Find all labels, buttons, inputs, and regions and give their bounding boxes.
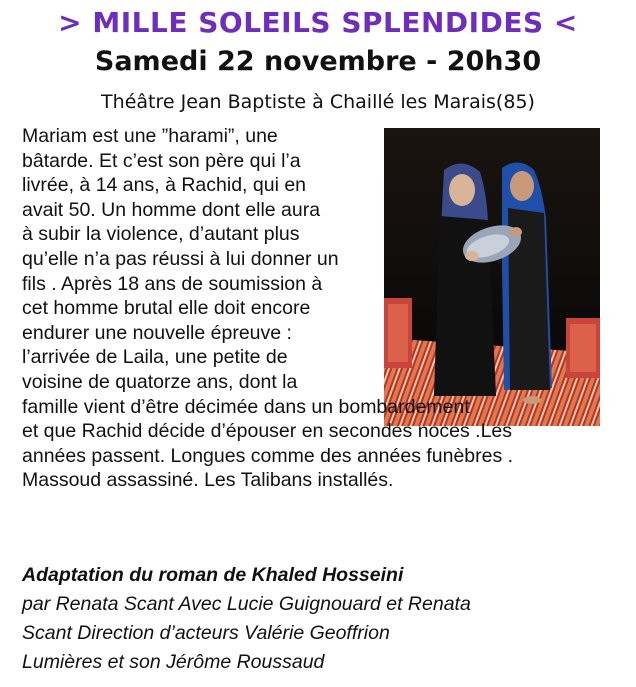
synopsis-line: bâtarde. Et c’est son père qui l’a bbox=[22, 149, 301, 172]
show-date: Samedi 22 novembre - 20h30 bbox=[94, 46, 542, 77]
synopsis-line: endurer une nouvelle épreuve : bbox=[22, 321, 292, 344]
synopsis-line: fils . Après 18 ans de soumission à bbox=[22, 272, 323, 295]
synopsis-line: l’arrivée de Laila, une petite de bbox=[22, 346, 288, 369]
synopsis-line: qu’elle n’a pas réussi à lui donner un bbox=[22, 247, 339, 270]
show-venue: Théâtre Jean Baptiste à Chaillé les Marais(85) bbox=[101, 91, 535, 113]
credits-line: Lumières et son Jérôme Roussaud bbox=[22, 651, 325, 673]
synopsis-line: voisine de quatorze ans, dont la bbox=[22, 370, 298, 393]
synopsis-line: et que Rachid décide d’épouser en secondes noces .Les bbox=[22, 420, 513, 443]
credits bbox=[22, 561, 471, 677]
synopsis-line: livrée, à 14 ans, à Rachid, qui en bbox=[22, 174, 307, 197]
synopsis-line: à subir la violence, d’autant plus bbox=[22, 223, 300, 246]
synopsis bbox=[22, 124, 513, 493]
credits-adaptation: Adaptation du roman de Khaled Hosseini bbox=[22, 564, 404, 586]
synopsis-line: années passent. Longues comme des années funèbres . bbox=[22, 444, 514, 467]
credits-line: Scant Direction d’acteurs Valérie Geoffrion bbox=[22, 622, 390, 644]
synopsis-line: cet homme brutal elle doit encore bbox=[22, 297, 311, 320]
synopsis-line: Massoud assassiné. Les Talibans installés. bbox=[22, 469, 394, 492]
synopsis-line: famille vient d’être décimée dans un bombardement bbox=[22, 395, 470, 418]
synopsis-line: avait 50. Un homme dont elle aura bbox=[22, 198, 321, 221]
credits-line: par Renata Scant Avec Lucie Guignouard et Renata bbox=[22, 593, 471, 615]
synopsis-line: Mariam est une ”harami”, une bbox=[22, 125, 278, 147]
show-title: > MILLE SOLEILS SPLENDIDES < bbox=[58, 6, 578, 39]
